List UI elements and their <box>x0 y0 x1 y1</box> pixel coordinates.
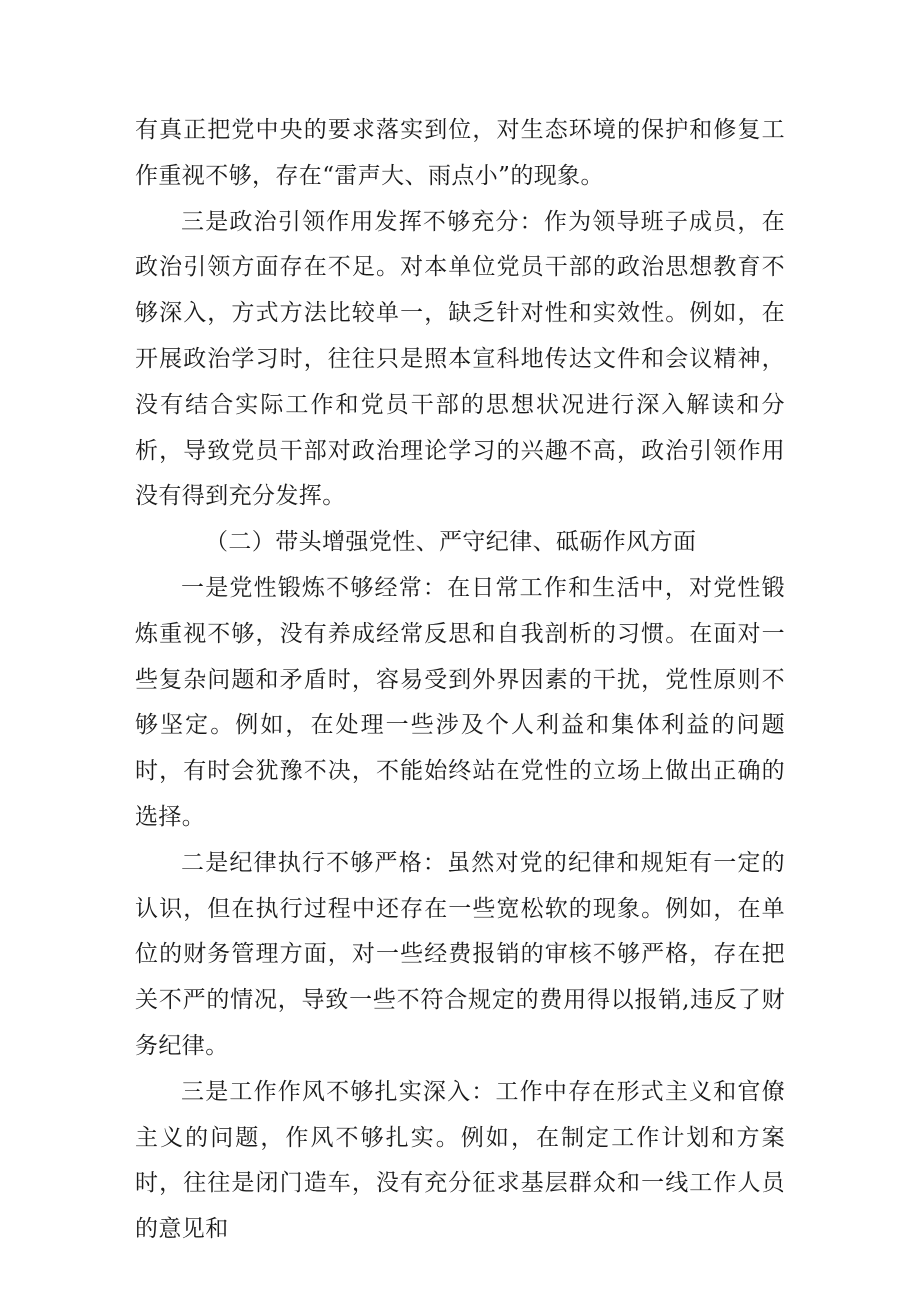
paragraph-continuation: 有真正把党中央的要求落实到位，对生态环境的保护和修复工作重视不够，存在“雷声大、雨点小”的现象。 <box>135 117 785 189</box>
paragraph-political-leadership: 三是政治引领作用发挥不够充分：作为领导班子成员，在政治引领方面存在不足。对本单位党员干部的政治思想教育不够深入，方式方法比较单一，缺乏针对性和实效性。例如，在开展政治学习时，往往只是照本宣科地传达文件和会议精神，没有结合实际工作和党员干部的思想状况进行深入解读和分析，导致党员干部对政治理论学习的兴趣不高，政治引领作用没有得到充分发挥。 <box>135 208 785 510</box>
paragraph-work-style: 三是工作作风不够扎实深入：工作中存在形式主义和官僚主义的问题，作风不够扎实。例如，在制定工作计划和方案时，往往是闭门造车，没有充分征求基层群众和一线工作人员的意见和 <box>135 1078 785 1243</box>
document-body <box>135 108 785 1253</box>
section-heading: （二）带头增强党性、严守纪律、砥砺作风方面 <box>205 529 697 556</box>
paragraph-party-spirit: 一是党性锻炼不够经常：在日常工作和生活中，对党性锻炼重视不够，没有养成经常反思和自我剖析的习惯。在面对一些复杂问题和矛盾时，容易受到外界因素的干扰，党性原则不够坚定。例如，在处理一些涉及个人利益和集体利益的问题时，有时会犹豫不决，不能始终站在党性的立场上做出正确的选择。 <box>135 574 785 830</box>
paragraph-discipline: 二是纪律执行不够严格：虽然对党的纪律和规矩有一定的认识，但在执行过程中还存在一些宽松软的现象。例如，在单位的财务管理方面，对一些经费报销的审核不够严格，存在把关不严的情况，导致一些不符合规定的费用得以报销,违反了财务纪律。 <box>135 849 785 1059</box>
